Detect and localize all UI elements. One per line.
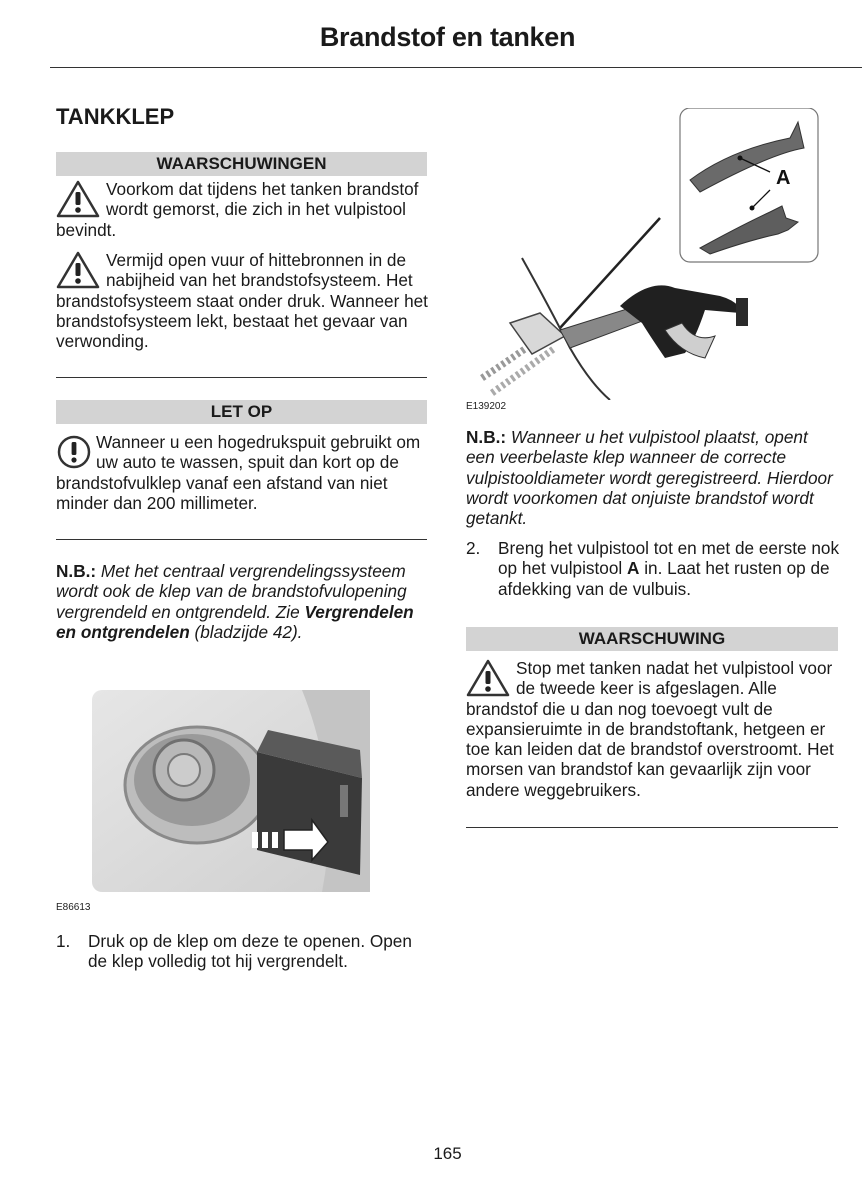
- warning-triangle-icon: [466, 658, 510, 698]
- warning-text-2: Vermijd open vuur of hittebronnen in de nabijheid van het brandstofsysteem. Het brandstofsysteem staat onder druk. Wanneer het brandstofsysteem lekt, bestaat het gevaar van verwonding.: [56, 250, 428, 352]
- figure-label-a: A: [776, 167, 791, 189]
- page-header-title: Brandstof en tanken: [319, 22, 576, 52]
- caution-bar: LET OP: [56, 400, 427, 424]
- note-text: Met het centraal vergrendelingssysteem wordt ook de klep van de brandstofvulopening vergrendeld en ontgrendeld. Zie: [56, 561, 407, 622]
- note-left: [56, 561, 430, 642]
- step-2-text-part2: in. Laat het rusten op de afdekking van de vulbuis.: [498, 558, 830, 599]
- page-number: 165: [433, 1144, 462, 1163]
- warning-bar-right: WAARSCHUWING: [466, 627, 838, 651]
- warnings-bar: WAARSCHUWINGEN: [56, 152, 427, 176]
- fuel-nozzle-image: [470, 108, 822, 400]
- step-1-number: 1.: [56, 931, 71, 951]
- warning-item-3: [466, 658, 841, 800]
- note-label-right: N.B.:: [466, 427, 507, 447]
- fuel-flap-image: [92, 690, 370, 892]
- step-2-number: 2.: [466, 538, 481, 558]
- warning-item-2: [56, 250, 430, 351]
- warning-text-1: Voorkom dat tijdens het tanken brandstof wordt gemorst, die zich in het vulpistool bevindt.: [56, 179, 419, 240]
- note-right: [466, 427, 840, 528]
- caution-divider: [56, 539, 427, 540]
- warning-triangle-icon: [56, 250, 100, 290]
- cross-reference-link[interactable]: Vergrendelen en ontgrendelen: [56, 601, 414, 642]
- step-1-text: Druk op de klep om deze te openen. Open de klep volledig tot hij vergrendelt.: [88, 931, 412, 972]
- note-page-ref: (bladzijde 42).: [194, 621, 303, 642]
- warning-item-1: [56, 179, 430, 240]
- warnings-divider: [56, 377, 427, 378]
- header-divider: [50, 67, 862, 68]
- note-text-right: Wanneer u het vulpistool plaatst, opent een veerbelaste klep wanneer de correcte vulpistooldiameter wordt geregistreerd. Hierdoor wordt voorkomen dat onjuiste brandstof wordt getankt.: [466, 427, 833, 529]
- step-2-text: [498, 538, 840, 599]
- warning-text-3: Stop met tanken nadat het vulpistool voor de tweede keer is afgeslagen. Alle brandstof die u dan nog toevoegt vult de expansieruimte in de brandstoftank, hetgeen er toe kan leiden dat de brandstof overstroomt. Het morsen van brandstof kan gevaarlijk zijn voor andere weggebruikers.: [466, 658, 834, 800]
- step-2-bold-a: A: [627, 558, 640, 579]
- step-2-text-part1: Breng het vulpistool tot en met de eerste nok op het vulpistool: [498, 538, 840, 579]
- figure-caption-left: E86613: [56, 902, 91, 913]
- note-label: N.B.:: [56, 561, 97, 581]
- caution-item-1: [56, 432, 430, 513]
- warning-divider-right: [466, 827, 838, 828]
- caution-text-1: Wanneer u een hogedrukspuit gebruikt om uw auto te wassen, spuit dan kort op de brandstofvulklep vanaf een afstand van niet minder dan 200 millimeter.: [56, 432, 421, 513]
- figure-caption-right: E139202: [466, 401, 507, 412]
- section-title: TANKKLEP: [56, 104, 175, 129]
- caution-exclamation-icon: [56, 434, 92, 470]
- warning-triangle-icon: [56, 179, 100, 219]
